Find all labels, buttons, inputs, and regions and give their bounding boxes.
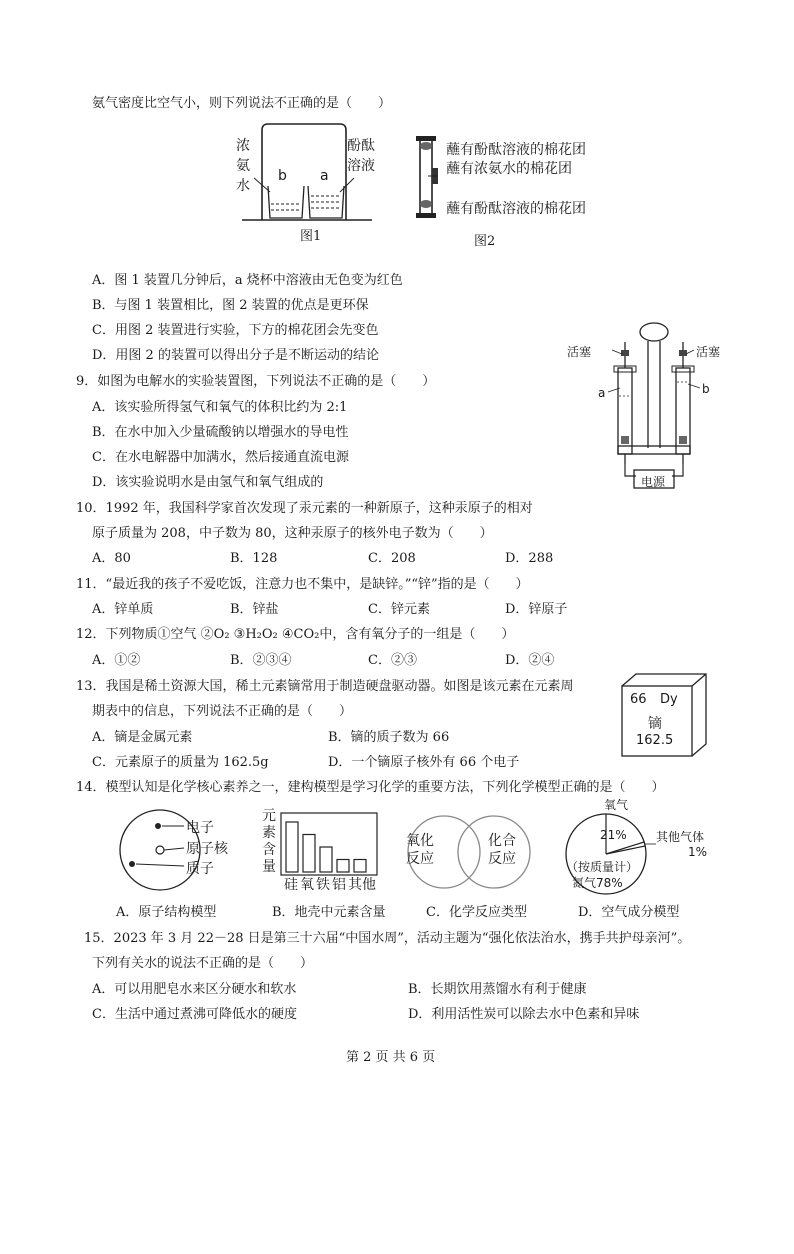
pie-oxygen-pct: 21% [600,828,627,842]
fig2-tube [408,134,448,224]
q9-option-d: D．该实验说明水是由氢气和氧气组成的 [92,475,324,490]
bar-categories [284,874,376,894]
element-card-symbol: Dy [660,692,678,707]
q9-option-a: A．该实验所得氢气和氧气的体积比约为 2:1 [92,400,348,415]
fig2-label-top: 蘸有酚酞溶液的棉花团 [446,142,586,158]
q12-option-b: B．②③④ [230,653,292,668]
electrolysis-valve-right-label: 活塞 [696,345,721,359]
q10-stem-line-1: 10．1992 年，我国科学家首次发现了汞元素的一种新原子，这种汞原子的相对 [76,501,533,516]
venn-right-line: 化合 [488,833,516,849]
electrolysis-apparatus [588,312,721,494]
q13-option-b: B．镝的质子数为 66 [328,730,450,745]
fig1-phenol-line: 溶液 [347,158,375,174]
electrolysis-figure [588,312,721,494]
fig1-phenol-line: 酚酞 [347,138,375,154]
atom-label-nucleus: 原子核 [186,841,228,857]
q13-stem-line-2: 期表中的信息，下列说法不正确的是（ ） [92,704,353,719]
q13-option-c: C．元素原子的质量为 162.5g [92,755,269,770]
q10-option-c: C．208 [368,551,416,566]
q11-option-d: D．锌原子 [505,602,568,617]
bar-ylabel-char: 素 [262,825,276,841]
q11-option-a: A．锌单质 [92,602,154,617]
q14-stem: 14．模型认知是化学核心素养之一，建构模型是学习化学的重要方法，下列化学模型正确的是（ ） [76,780,665,795]
bar-chart [280,812,380,876]
q12-option-d: D．②④ [505,653,555,668]
q13-option-a: A．镝是金属元素 [92,730,193,745]
fig1-ammonia-label [236,136,252,196]
bar-硅 [286,822,298,872]
q9-option-b: B．在水中加入少量硫酸钠以增强水的导电性 [92,425,349,440]
q14-option-b: B．地壳中元素含量 [272,905,386,920]
pie-other-label: 其他气体 [656,830,705,844]
q13-stem-line-1: 13．我国是稀土资源大国，稀土元素镝常用于制造硬盘驱动器。如图是该元素在元素周 [76,679,574,694]
atom-label-electron: 电子 [186,820,214,836]
fig1-beaker-b-label: b [278,168,287,184]
pie-note: （按质量计） [566,860,639,874]
element-card-name: 镝 [648,716,662,732]
q15-stem-line-2: 下列有关水的说法不正确的是（ ） [92,956,314,971]
q11-option-b: B．锌盐 [230,602,279,617]
q10-option-b: B．128 [230,551,278,566]
bar-model [280,812,380,876]
q15-stem-line-1: 15．2023 年 3 月 22－28 日是第三十六届“中国水周”，活动主题为“强化依法治水，携手共护母亲河”。 [84,931,691,946]
q13-option-d: D．一个镝原子核外有 66 个电子 [328,755,520,770]
atom-diagram [104,808,254,892]
pie-oxygen-label: 氧气 [604,798,629,812]
bar-其他 [354,860,366,873]
q15-option-d: D．利用活性炭可以除去水中色素和异味 [408,1007,640,1022]
q15-option-c: C．生活中通过煮沸可降低水的硬度 [92,1007,297,1022]
page-footer: 第 2 页 共 6 页 [346,1050,436,1065]
fig1-phenol-label [347,136,375,176]
bar-铝 [337,860,349,873]
bar-category: 铝 [332,877,346,893]
fig1-caption: 图1 [300,229,322,244]
q12-stem: 12．下列物质①空气 ②O₂ ③H₂O₂ ④CO₂中，含有氧分子的一组是（ ） [76,627,515,642]
venn-left-line: 反应 [406,851,434,867]
venn-right-line: 反应 [488,851,516,867]
electrolysis-tube-a-label: a [598,386,606,400]
bar-ylabel-char: 元 [262,808,276,824]
q8-option-a: A．图 1 装置几分钟后，a 烧杯中溶液由无色变为红色 [92,273,403,288]
fig2-label-bottom: 蘸有酚酞溶液的棉花团 [446,201,586,217]
bar-ylabel-char: 含 [262,842,276,858]
q10-stem-line-2: 原子质量为 208，中子数为 80，这种汞原子的核外电子数为（ ） [92,526,493,541]
q14-option-a: A．原子结构模型 [116,905,217,920]
electrolysis-power-label: 电源 [641,475,666,489]
q10-option-d: D．288 [505,551,554,566]
venn-left-label [406,832,434,868]
bar-氧 [303,835,315,873]
atom-label-proton: 质子 [186,861,214,877]
fig1-beaker-a-label: a [320,168,329,184]
q9-option-c: C．在水电解器中加满水，然后接通直流电源 [92,450,349,465]
pie-nitrogen: 氮气78% [572,876,623,890]
fig1-ammonia-char: 氨 [236,158,250,174]
bar-ylabel [262,808,278,876]
element-card-number: 66 [630,692,647,707]
figure-2 [408,134,448,224]
bar-category: 氧 [300,877,314,893]
bar-category: 其他 [348,877,376,893]
venn-right-label [488,832,516,868]
element-card-mass: 162.5 [636,733,674,748]
q12-option-c: C．②③ [368,653,417,668]
q15-option-a: A．可以用肥皂水来区分硬水和软水 [92,982,297,997]
q11-stem: 11．“最近我的孩子不爱吃饭，注意力也不集中，是缺锌。”“锌”指的是（ ） [76,577,529,592]
q14-option-d: D．空气成分模型 [578,905,680,920]
q12-option-a: A．①② [92,653,141,668]
q11-option-c: C．锌元素 [368,602,430,617]
q10-option-a: A．80 [92,551,131,566]
fig2-caption: 图2 [474,234,496,249]
bar-ylabel-char: 量 [262,859,276,875]
fig1-ammonia-char: 水 [236,178,250,194]
electrolysis-tube-b-label: b [702,382,710,396]
q15-option-b: B．长期饮用蒸馏水有利于健康 [408,982,587,997]
q8-option-b: B．与图 1 装置相比，图 2 装置的优点是更环保 [92,298,369,313]
bar-category: 硅 [284,877,298,893]
pie-other-pct: 1% [688,845,708,859]
q9-stem: 9．如图为电解水的实验装置图，下列说法不正确的是（ ） [76,374,436,389]
q8-option-c: C．用图 2 装置进行实验，下方的棉花团会先变色 [92,323,379,338]
bar-category: 铁 [316,877,330,893]
q8-option-d: D．用图 2 的装置可以得出分子是不断运动的结论 [92,348,379,363]
question-intro: 氨气密度比空气小，则下列说法不正确的是（ ） [92,96,392,111]
fig1-ammonia-char: 浓 [236,138,250,154]
electrolysis-valve-left-label: 活塞 [567,345,592,359]
q14-option-c: C．化学反应类型 [426,905,527,920]
venn-left-line: 氧化 [406,833,434,849]
fig2-label-middle: 蘸有浓氨水的棉花团 [446,161,572,177]
bar-铁 [320,847,332,872]
model-atom [104,808,254,892]
